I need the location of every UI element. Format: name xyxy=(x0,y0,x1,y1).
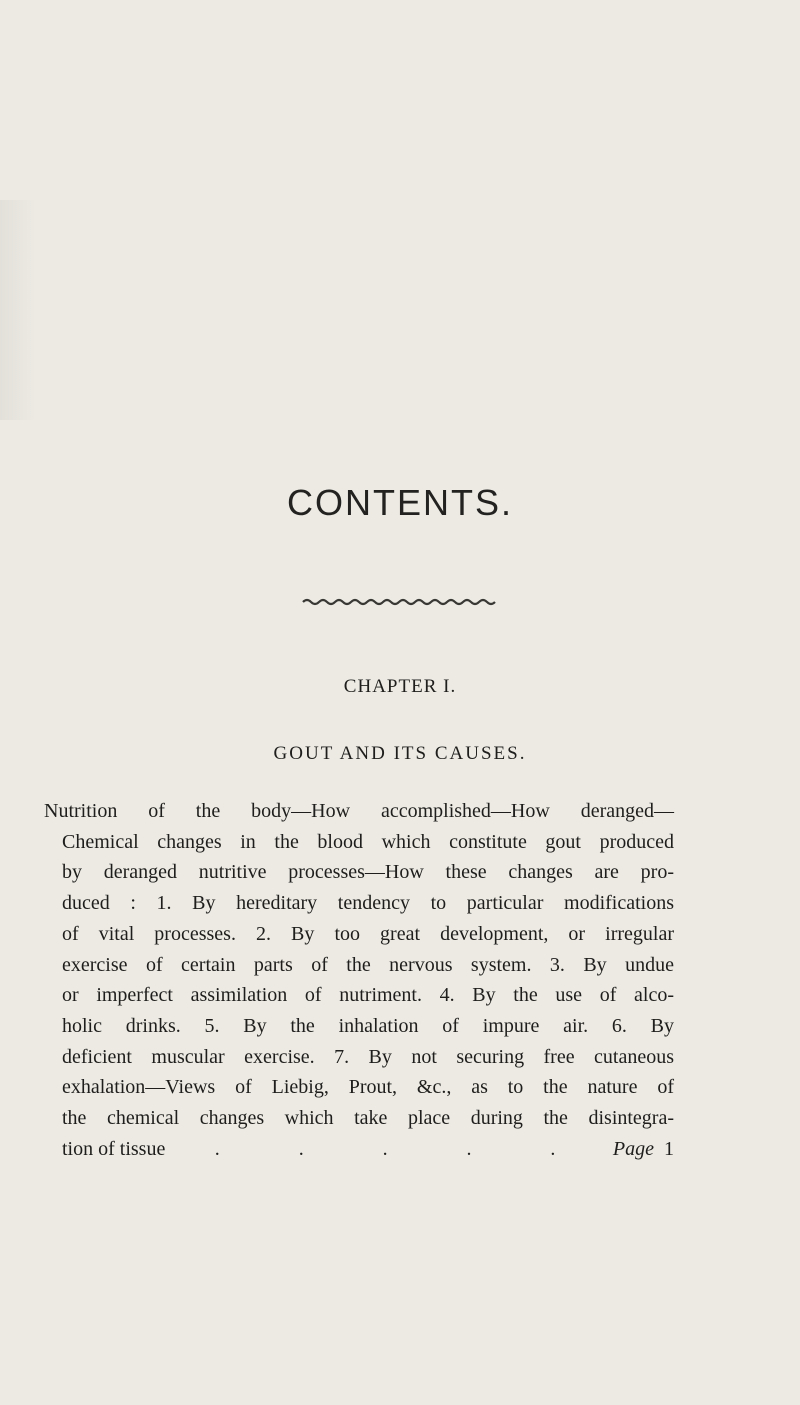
summary-last-line xyxy=(44,1134,674,1165)
summary-line: holic drinks. 5. By the inhalation of impure air. 6. By xyxy=(62,1014,674,1037)
summary-line: of vital processes. 2. By too great development, or irregular xyxy=(62,922,674,945)
summary-line: exercise of certain parts of the nervous system. 3. By undue xyxy=(62,953,674,976)
summary-line: Nutrition of the body—How accomplished—How deranged— xyxy=(44,800,674,822)
chapter-title: GOUT AND ITS CAUSES. xyxy=(273,743,527,764)
summary-line: exhalation—Views of Liebig, Prout, &c., as to the nature of xyxy=(62,1076,674,1099)
ornamental-divider xyxy=(301,598,497,606)
bleed-through-shadow xyxy=(0,200,36,420)
chapter-label: CHAPTER I. xyxy=(343,676,457,697)
summary-line: deficient muscular exercise. 7. By not securing free cutaneous xyxy=(62,1045,674,1068)
summary-line-end: tion of tissue xyxy=(62,1137,166,1160)
summary-line: duced : 1. By hereditary tendency to particular modifications xyxy=(62,892,674,915)
chapter-summary xyxy=(44,796,674,1164)
summary-line: or imperfect assimilation of nutriment. 4. By the use of alco- xyxy=(62,984,674,1007)
page-label: Page xyxy=(612,1137,654,1160)
page-number: 1 xyxy=(664,1137,674,1160)
summary-line: by deranged nutritive processes—How these changes are pro- xyxy=(62,861,674,884)
dot-leader: . . . . . xyxy=(214,1137,556,1160)
contents-heading: CONTENTS. xyxy=(286,482,513,523)
summary-line: Chemical changes in the blood which constitute gout produced xyxy=(62,830,674,853)
summary-line: the chemical changes which take place during the disintegra- xyxy=(62,1107,674,1130)
